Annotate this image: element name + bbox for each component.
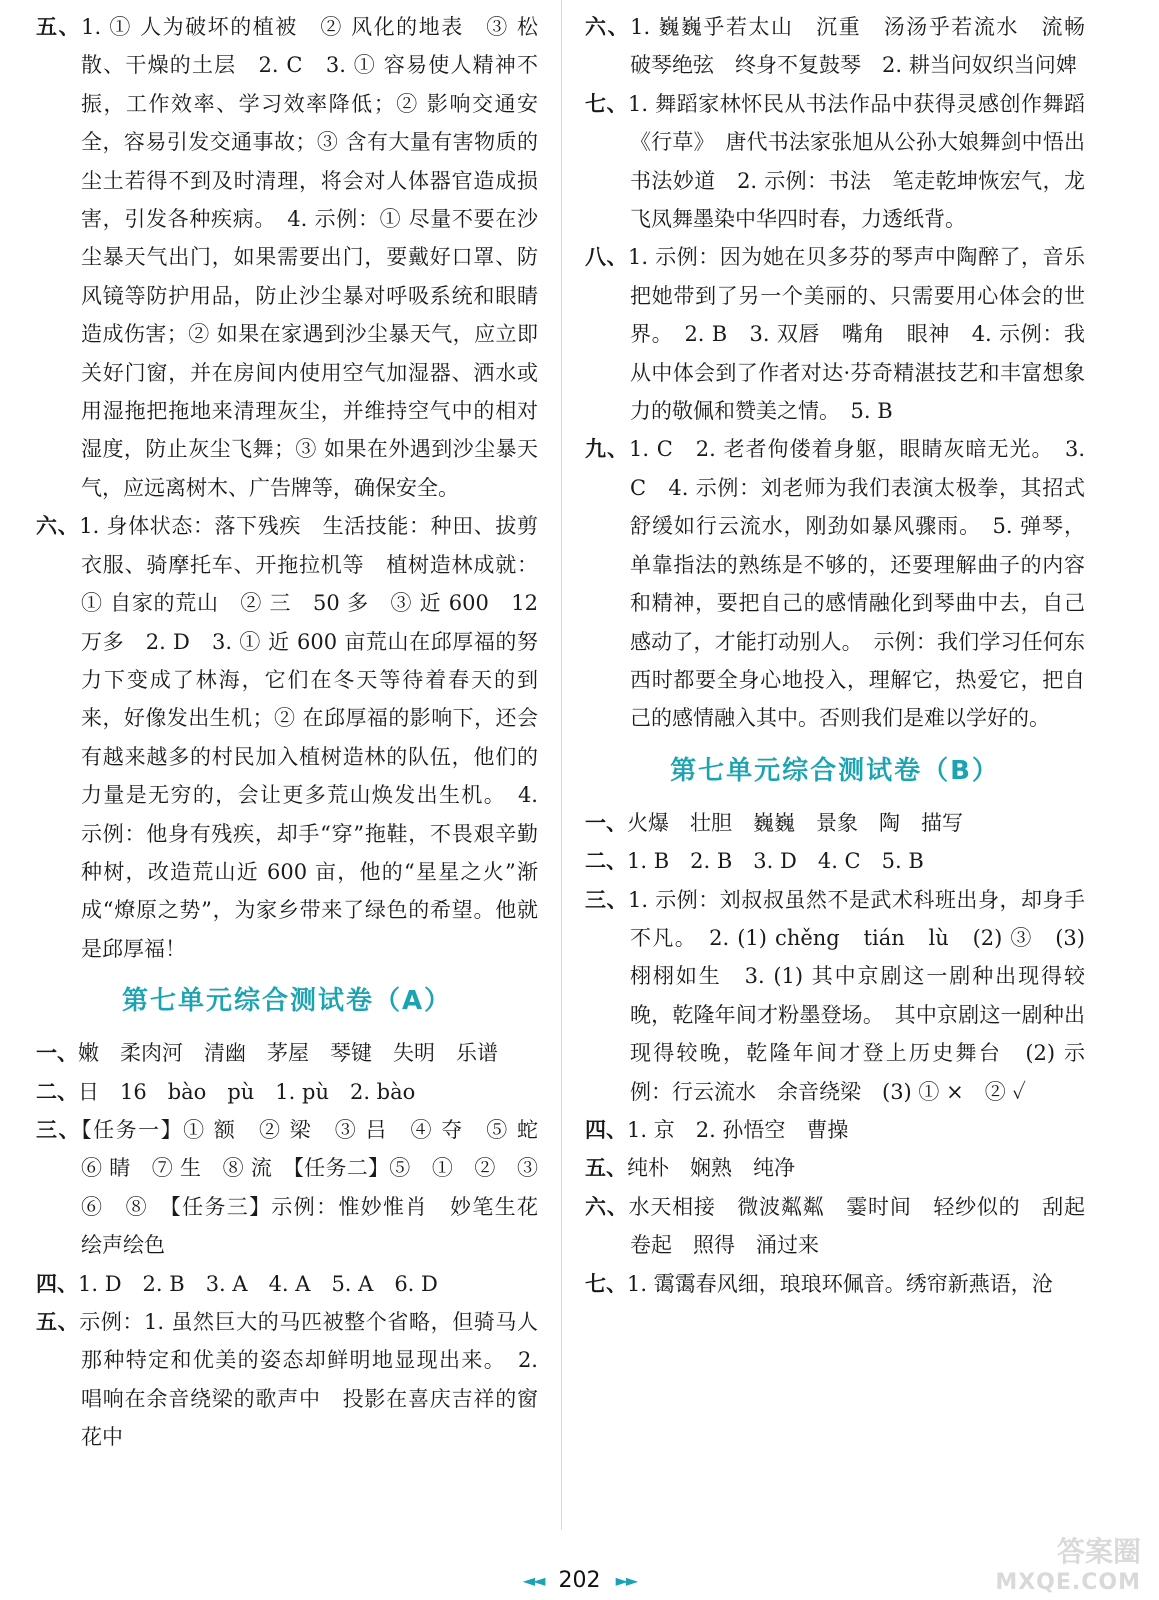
answer-item: 六、1. 身体状态：落下残疾 生活技能：种田、拔剪衣服、骑摩托车、开拖拉机等 植树造林成就：① 自家的荒山 ② 三 50 多 ③ 近 600 12 万多 2. D 3. ① 近 600 亩荒山在邱厚福的努力下变成了林海，它们在冬天等待着春天的到来，好像发出生机；② 在邱厚福的影响下，还会有越来越多的村民加入植树造林的队伍，他们的力量是无穷的，会让更多荒山焕发出生机。 4. 示例：他身有残疾，却手“穿”拖鞋，不畏艰辛勤种树，改造荒山近 600 亩，他的“星星之火”渐成“燎原之势”，为家乡带来了绿色的希望。他就是邱厚福！	[36, 513, 539, 961]
answer-item: 二、1. B 2. B 3. D 4. C 5. B	[585, 848, 924, 874]
section-title-a: 第七单元综合测试卷（A）	[121, 986, 453, 1017]
answer-item: 一、嫩 柔肉河 清幽 茅屋 琴键 失明 乐谱	[36, 1040, 498, 1066]
answer-item: 三、1. 示例：刘叔叔虽然不是武术科班出身，却身手不凡。 2. (1) chěng tián lù (2) ③ (3) 栩栩如生 3. (1) 其中京剧这一剧种出现得较晚，乾隆年间才粉墨登场。 其中京剧这一剧种出现得较晚，乾隆年间才登上历史舞台 (2) 示例：行云流水 余音绕梁 (3) ① × ② ✓	[585, 886, 1085, 1104]
watermark-logo-text: 答案圈	[1056, 1535, 1141, 1568]
page-footer	[0, 1568, 1159, 1593]
answer-item: 四、1. 京 2. 孙悟空 曹操	[585, 1116, 849, 1142]
answer-item: 五、示例：1. 虽然巨大的马匹被整个省略，但骑马人那种特定和优美的姿态却鲜明地显现出来。 2. 唱响在余音绕梁的歌声中 投影在喜庆吉祥的窗花中	[36, 1309, 539, 1450]
answer-item: 五、1. ① 人为破坏的植被 ② 风化的地表 ③ 松散、干燥的土层 2. C 3. ① 容易使人精神不振，工作效率、学习效率降低；② 影响交通安全，容易引发交通事故；③ 含有大量有害物质的尘土若得不到及时清理，将会对人体器官造成损害，引发各种疾病。 4. 示例：① 尽量不要在沙尘暴天气出门，如果需要出门，要戴好口罩、防风镜等防护用品，防止沙尘暴对呼吸系统和眼睛造成伤害；② 如果在家遇到沙尘暴天气，应立即关好门窗，并在房间内使用空气加湿器、洒水或用湿拖把拖地来清理灰尘，并维持空气中的相对湿度，防止灰尘飞舞；③ 如果在外遇到沙尘暴天气，应远离树木、广告牌等，确保安全。	[36, 14, 538, 500]
answer-item: 七、1. 霭霭春风细，琅琅环佩音。绣帘新燕语，沧	[585, 1270, 1053, 1296]
right-block-2	[585, 804, 1106, 1303]
prev-arrows-icon: ◄◄	[522, 1571, 544, 1590]
left-block-1	[36, 8, 538, 968]
column-divider	[561, 0, 562, 1530]
answer-item: 二、日 16 bào pù 1. pù 2. bào	[36, 1078, 416, 1104]
right-block-1	[585, 8, 1106, 738]
left-block-2	[36, 1034, 560, 1456]
watermark-url: MXQE.COM	[995, 1570, 1141, 1595]
right-column	[585, 8, 1106, 1303]
section-title-b: 第七单元综合测试卷（B）	[670, 755, 1000, 786]
answer-item: 六、1. 巍巍乎若太山 沉重 汤汤乎若流水 流畅 破琴绝弦 终身不复鼓琴 2. 耕当问奴织当问婢	[585, 14, 1106, 78]
answer-item: 五、纯朴 娴熟 纯净	[585, 1155, 795, 1181]
site-watermark	[991, 1530, 1141, 1594]
answer-item: 七、1. 舞蹈家林怀民从书法作品中获得灵感创作舞蹈《行草》 唐代书法家张旭从公孙大娘舞剑中悟出书法妙道 2. 示例：书法 笔走乾坤恢宏气，龙飞凤舞墨染中华四时春，力透纸背。	[585, 90, 1085, 232]
left-column	[36, 8, 560, 1457]
answer-item: 四、1. D 2. B 3. A 4. A 5. A 6. D	[36, 1270, 438, 1296]
answer-item: 三、【任务一】① 额 ② 梁 ③ 吕 ④ 夺 ⑤ 蛇 ⑥ 睛 ⑦ 生 ⑧ 流 【任务二】⑤ ① ② ③ ⑥ ⑧ 【任务三】示例：惟妙惟肖 妙笔生花 绘声绘色	[36, 1116, 560, 1258]
next-arrows-icon: ►►	[615, 1571, 637, 1590]
answer-item: 八、1. 示例：因为她在贝多芬的琴声中陶醉了，音乐把她带到了另一个美丽的、只需要用心体会的世界。 2. B 3. 双唇 嘴角 眼神 4. 示例：我从中体会到了作者对达·芬奇精湛技艺和丰富想象力的敬佩和赞美之情。 5. B	[585, 244, 1085, 424]
answer-item: 九、1. C 2. 老者佝偻着身躯，眼睛灰暗无光。 3. C 4. 示例：刘老师为我们表演太极拳，其招式舒缓如行云流水，刚劲如暴风骤雨。 5. 弹琴，单靠指法的熟练是不够的，还要理解曲子的内容和精神，要把自己的感情融化到琴曲中去，自己感动了，才能打动别人。 示例：我们学习任何东西时都要全身心地投入，理解它，热爱它，把自己的感情融入其中。否则我们是难以学好的。	[585, 436, 1085, 731]
page-number: 202	[558, 1568, 601, 1593]
answer-item: 一、火爆 壮胆 巍巍 景象 陶 描写	[585, 809, 963, 835]
answer-item: 六、水天相接 微波粼粼 霎时间 轻纱似的 刮起 卷起 照得 涌过来	[585, 1193, 1106, 1258]
